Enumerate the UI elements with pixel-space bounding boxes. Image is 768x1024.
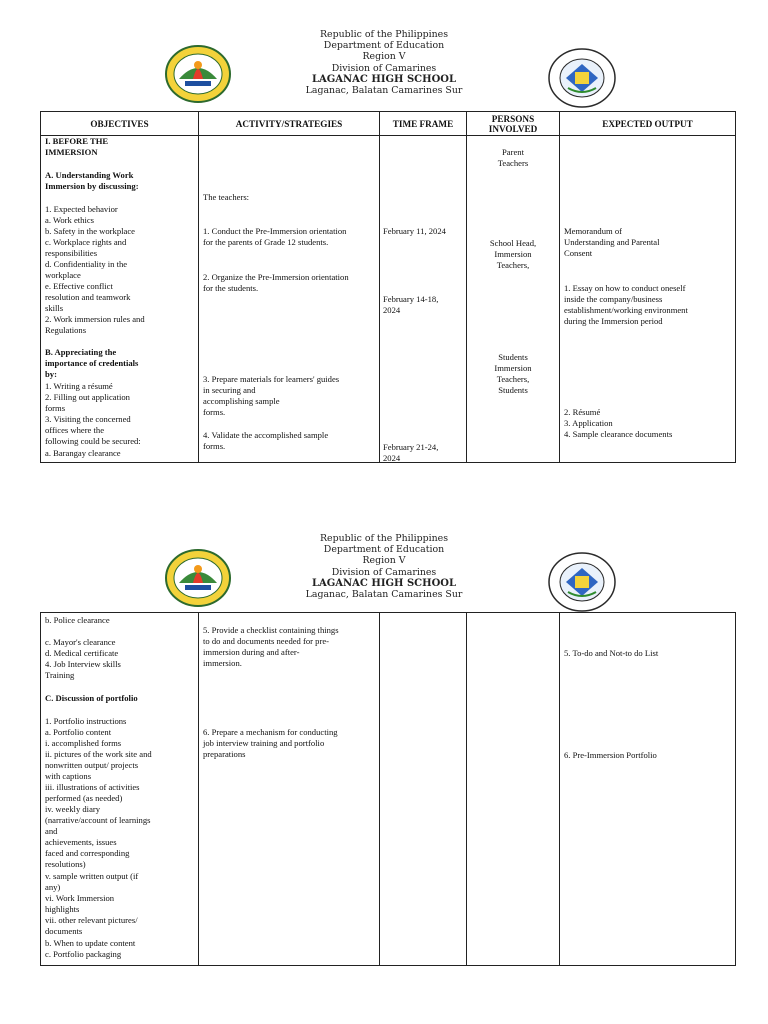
objective-item: forms <box>45 403 66 413</box>
persons-cell <box>467 613 560 966</box>
objective-item: (narrative/account of learnings <box>45 815 151 825</box>
school-seal-logo <box>548 552 616 612</box>
objective-item: c. Mayor's clearance <box>45 637 116 647</box>
subsection-title: C. Discussion of portfolio <box>45 693 138 703</box>
activity-cell <box>199 613 380 966</box>
activity-item: immersion during and after- <box>203 647 300 657</box>
objective-item: vi. Work Immersion <box>45 893 115 903</box>
output-item: Consent <box>564 248 593 258</box>
objective-item: highlights <box>45 904 80 914</box>
timeframe-item: February 21-24, <box>383 442 439 452</box>
objective-item: i. accomplished forms <box>45 738 122 748</box>
activity-item: forms. <box>203 407 226 417</box>
objective-item: Training <box>45 670 75 680</box>
objective-item: following could be secured: <box>45 436 141 446</box>
objective-item: d. Confidentiality in the <box>45 259 128 269</box>
timeframe-item: February 14-18, <box>383 294 439 304</box>
school-seal-logo <box>548 48 616 108</box>
objective-item: iii. illustrations of activities <box>45 782 140 792</box>
page1-header <box>0 0 768 97</box>
letterhead <box>234 29 534 96</box>
person-item: Teachers, <box>496 374 530 384</box>
objective-item: e. Effective conflict <box>45 281 113 291</box>
objective-item: b. When to update content <box>45 938 136 948</box>
header-objectives: OBJECTIVES <box>41 112 199 136</box>
output-item: 3. Application <box>564 418 613 428</box>
person-item: Immersion <box>494 249 532 259</box>
objective-item: achievements, issues <box>45 837 117 847</box>
objective-item: vii. other relevant pictures/ <box>45 915 138 925</box>
timeframe-item: February 11, 2024 <box>383 226 446 236</box>
activity-item: 5. Provide a checklist containing things <box>203 625 339 635</box>
objective-item: v. sample written output (if <box>45 871 139 881</box>
objective-item: and <box>45 826 58 836</box>
objective-item: a. Portfolio content <box>45 727 112 737</box>
activity-item: 1. Conduct the Pre-Immersion orientation <box>203 226 347 236</box>
objective-item: offices where the <box>45 425 105 435</box>
plan-table-page1 <box>40 111 736 463</box>
output-item: Memorandum of <box>564 226 622 236</box>
objective-item: 1. Portfolio instructions <box>45 716 127 726</box>
timeframe-cell <box>380 136 467 463</box>
subsection-title: by: <box>45 369 57 379</box>
activity-cell <box>199 136 380 463</box>
output-item: establishment/working environment <box>564 305 688 315</box>
division-seal-logo <box>165 549 231 607</box>
objective-item: iv. weekly diary <box>45 804 101 814</box>
objectives-cell <box>41 136 199 463</box>
objective-item: 2. Filling out application <box>45 392 130 402</box>
output-cell <box>560 136 736 463</box>
page2-header <box>0 504 768 601</box>
objective-item: responsibilities <box>45 248 98 258</box>
activity-item: for the students. <box>203 283 259 293</box>
letterhead-line3: Region V <box>362 555 406 567</box>
objective-item: 4. Job Interview skills <box>45 659 121 669</box>
letterhead-line4: Division of Camarines <box>331 566 437 578</box>
objective-item: b. Police clearance <box>45 615 110 625</box>
person-item: Teachers, <box>496 260 530 270</box>
person-item: School Head, <box>489 238 537 248</box>
objective-item: any) <box>45 882 61 892</box>
section-title: I. BEFORE THE <box>45 136 109 146</box>
activity-item: 3. Prepare materials for learners' guides <box>203 374 340 384</box>
person-item: Parent <box>502 147 524 157</box>
objective-item: performed (as needed) <box>45 793 123 803</box>
header-output: EXPECTED OUTPUT <box>560 112 736 136</box>
letterhead-line1: Republic of the Philippines <box>319 533 449 544</box>
header-persons: PERSONS INVOLVED <box>467 112 560 136</box>
activity-item: 2. Organize the Pre-Immersion orientation <box>203 272 349 282</box>
objective-item: c. Portfolio packaging <box>45 949 122 959</box>
activity-item: forms. <box>203 441 226 451</box>
header-activity: ACTIVITY/STRATEGIES <box>199 112 380 136</box>
subsection-title: A. Understanding Work <box>45 170 134 180</box>
activity-item: job interview training and portfolio <box>203 738 325 748</box>
objective-item: 2. Work immersion rules and <box>45 314 145 324</box>
persons-cell <box>467 136 560 463</box>
letterhead-line2: Department of Education <box>323 40 445 52</box>
activity-intro: The teachers: <box>203 192 250 202</box>
activity-item: preparations <box>203 749 246 759</box>
objectives-cell <box>41 613 199 966</box>
objective-item: workplace <box>45 270 81 280</box>
school-name: LAGANAC HIGH SCHOOL <box>311 73 457 85</box>
division-seal-logo <box>165 45 231 103</box>
person-item: Students <box>498 385 528 395</box>
plan-table-page2 <box>40 612 736 966</box>
objective-item: a. Barangay clearance <box>45 448 121 458</box>
timeframe-cell <box>380 613 467 966</box>
person-item: Teachers <box>497 158 529 168</box>
objective-item: faced and corresponding <box>45 848 130 858</box>
letterhead <box>234 533 534 600</box>
letterhead-line1: Republic of the Philippines <box>319 29 449 40</box>
activity-item: accomplishing sample <box>203 396 280 406</box>
activity-item: 6. Prepare a mechanism for conducting <box>203 727 338 737</box>
subsection-title: importance of credentials <box>45 358 139 368</box>
objective-item: resolution and teamwork <box>45 292 131 302</box>
activity-item: immersion. <box>203 658 242 668</box>
section-title: IMMERSION <box>45 147 98 157</box>
subsection-title: B. Appreciating the <box>45 347 117 357</box>
school-address: Laganac, Balatan Camarines Sur <box>305 589 463 601</box>
output-item: 5. To-do and Not-to do List <box>564 648 659 658</box>
letterhead-line4: Division of Camarines <box>331 62 437 74</box>
output-item: 1. Essay on how to conduct oneself <box>564 283 686 293</box>
output-item: 6. Pre-Immersion Portfolio <box>564 750 657 760</box>
objective-item: 1. Writing a résumé <box>45 381 113 391</box>
output-item: 2. Résumé <box>564 407 601 417</box>
activity-item: for the parents of Grade 12 students. <box>203 237 329 247</box>
letterhead-line3: Region V <box>362 51 406 63</box>
timeframe-item: 2024 <box>383 305 401 315</box>
header-timeframe: TIME FRAME <box>380 112 467 136</box>
output-item: 4. Sample clearance documents <box>564 429 673 439</box>
objective-item: ii. pictures of the work site and <box>45 749 152 759</box>
objective-item: resolutions) <box>45 859 86 869</box>
objective-item: with captions <box>45 771 92 781</box>
output-item: during the Immersion period <box>564 316 663 326</box>
objective-item: 1. Expected behavior <box>45 204 118 214</box>
school-name: LAGANAC HIGH SCHOOL <box>311 577 457 589</box>
timeframe-item: 2024 <box>383 453 401 463</box>
school-address: Laganac, Balatan Camarines Sur <box>305 85 463 97</box>
activity-item: in securing and <box>203 385 256 395</box>
objective-item: c. Workplace rights and <box>45 237 127 247</box>
output-item: Understanding and Parental <box>564 237 660 247</box>
output-item: inside the company/business <box>564 294 663 304</box>
subsection-title: Immersion by discussing: <box>45 181 139 191</box>
objective-item: documents <box>45 926 83 936</box>
objective-item: skills <box>45 303 64 313</box>
objective-item: a. Work ethics <box>45 215 95 225</box>
output-cell <box>560 613 736 966</box>
activity-item: to do and documents needed for pre- <box>203 636 329 646</box>
objective-item: 3. Visiting the concerned <box>45 414 131 424</box>
person-item: Students <box>498 352 528 362</box>
activity-item: 4. Validate the accomplished sample <box>203 430 329 440</box>
objective-item: nonwritten output/ projects <box>45 760 139 770</box>
letterhead-line2: Department of Education <box>323 544 445 556</box>
objective-item: d. Medical certificate <box>45 648 119 658</box>
person-item: Immersion <box>494 363 532 373</box>
objective-item: Regulations <box>45 325 87 335</box>
objective-item: b. Safety in the workplace <box>45 226 135 236</box>
